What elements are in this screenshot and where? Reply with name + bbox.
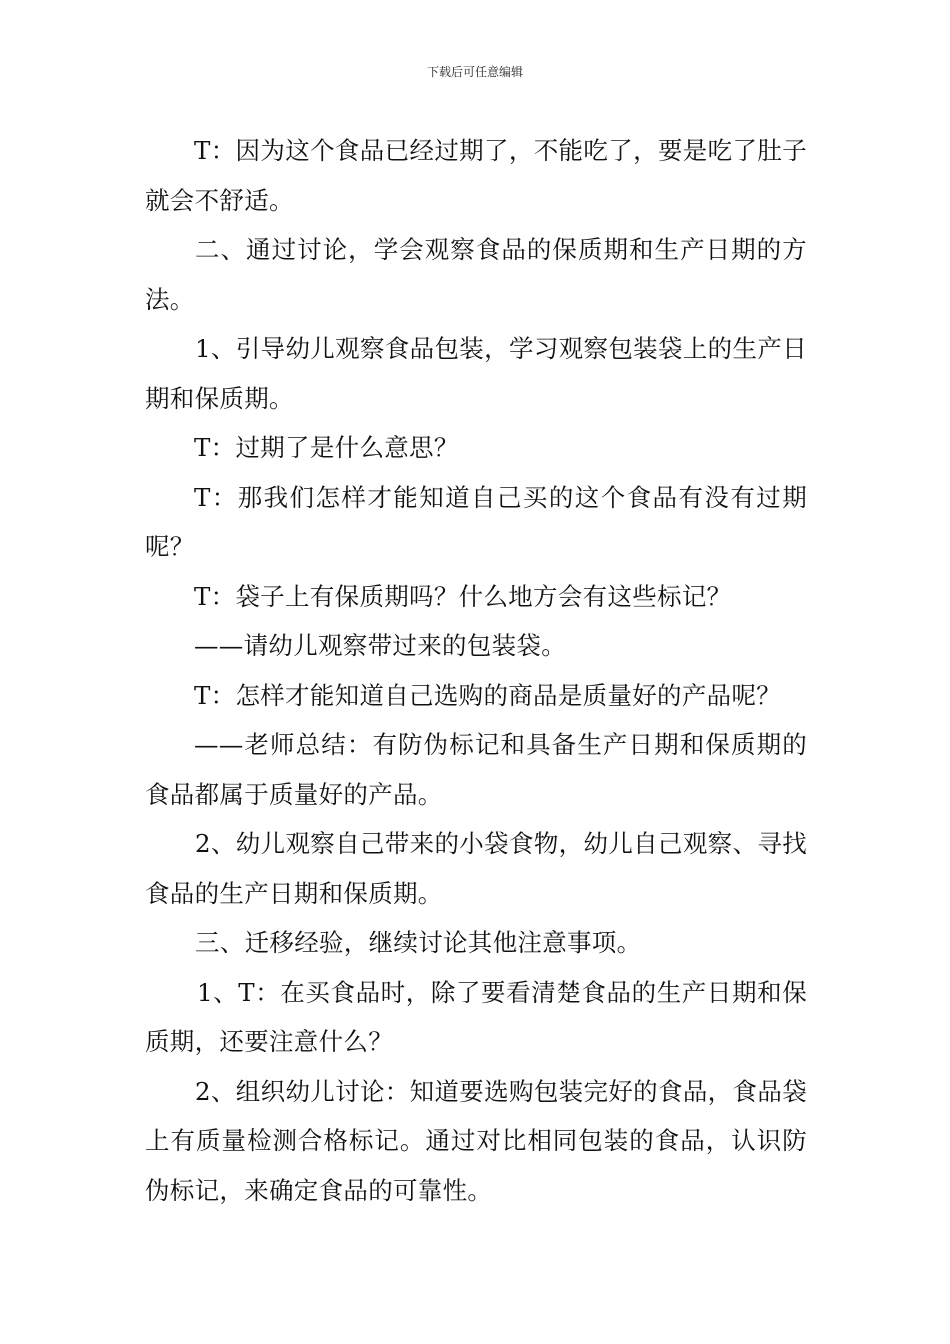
paragraph-observe-bag: ——请幼儿观察带过来的包装袋。: [194, 631, 566, 660]
paragraph-question-how: T：那我们怎样才能知道自己买的这个食品有没有过期呢？: [145, 482, 807, 561]
section-heading-2: 二、通过讨论，学会观察食品的保质期和生产日期的方法。: [145, 235, 807, 314]
paragraph-question-bag: T：袋子上有保质期吗？什么地方会有这些标记？: [194, 581, 732, 611]
paragraph-teacher-summary: ——老师总结：有防伪标记和具备生产日期和保质期的食品都属于质量好的产品。: [145, 730, 807, 809]
section-heading-3: 三、迁移经验，继续讨论其他注意事项。: [195, 928, 642, 957]
paragraph-question-expired: T：过期了是什么意思？: [194, 433, 459, 462]
page-header: 下载后可任意编辑: [426, 65, 523, 79]
paragraph-step-1: 1、引导幼儿观察食品包装，学习观察包装袋上的生产日期和保质期。: [145, 334, 807, 413]
document-body: [145, 126, 807, 1215]
paragraph-question-quality: T：怎样才能知道自己选购的商品是质量好的产品呢？: [194, 680, 782, 710]
paragraph-step-3-2: 2、组织幼儿讨论：知道要选购包装完好的食品，食品袋上有质量检测合格标记。通过对比相同包装的食品，认识防伪标记，来确定食品的可靠性。: [145, 1076, 807, 1205]
paragraph-step-3-1: 1、T：在买食品时，除了要看清楚食品的生产日期和保质期，还要注意什么？: [145, 977, 807, 1056]
paragraph-step-2: 2、幼儿观察自己带来的小袋食物，幼儿自己观察、寻找食品的生产日期和保质期。: [145, 829, 807, 908]
paragraph-1: T：因为这个食品已经过期了，不能吃了，要是吃了肚子就会不舒适。: [145, 136, 807, 215]
